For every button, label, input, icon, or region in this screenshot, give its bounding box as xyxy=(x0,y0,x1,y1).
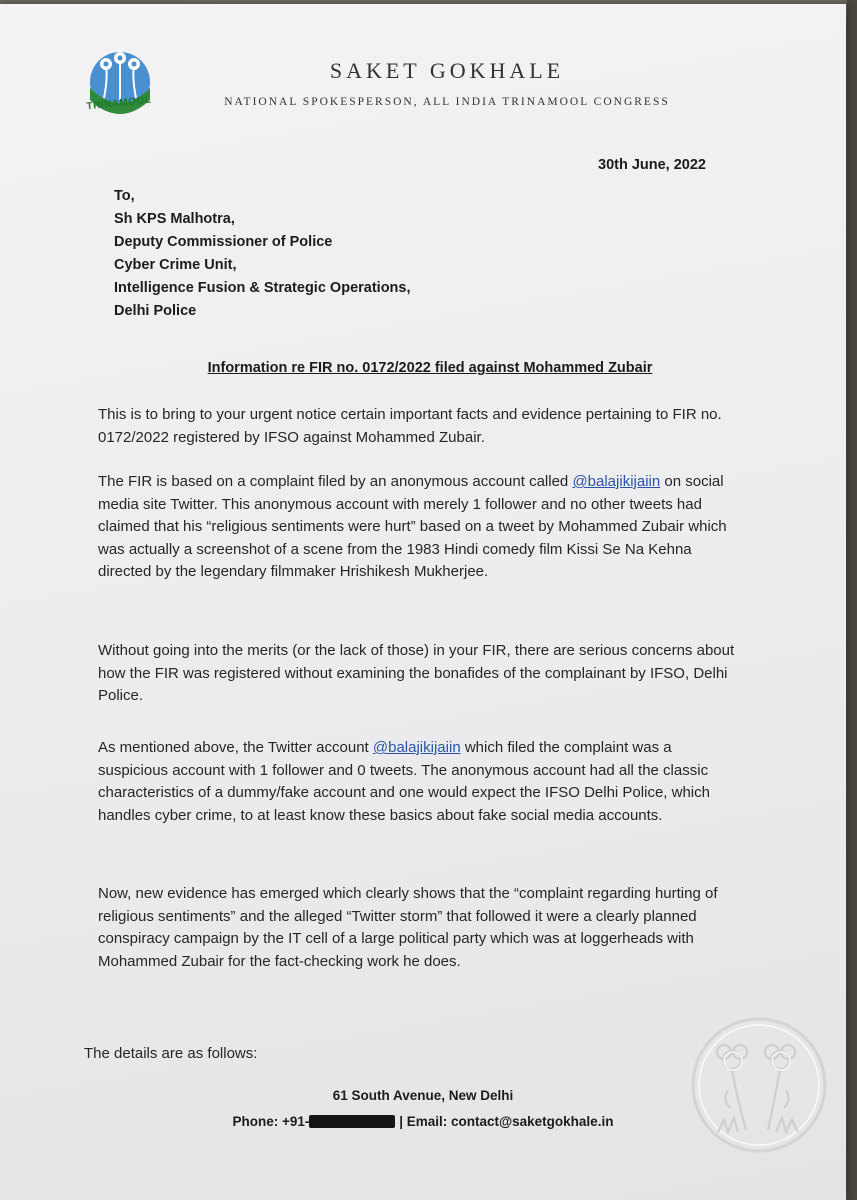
recipient-unit: Cyber Crime Unit, xyxy=(114,257,237,273)
letterhead-designation: NATIONAL SPOKESPERSON, ALL INDIA TRINAMOOL CONGRESS xyxy=(224,96,670,108)
paragraph-4-text-start: As mentioned above, the Twitter account xyxy=(98,739,373,756)
letter-date: 30th June, 2022 xyxy=(598,157,706,173)
recipient-org: Delhi Police xyxy=(114,303,197,319)
recipient-salutation: To, xyxy=(114,188,135,204)
footer-address: 61 South Avenue, New Delhi xyxy=(332,1088,514,1103)
paragraph-2-text-start: The FIR is based on a complaint filed by an anonymous account called xyxy=(98,473,573,490)
recipient-name: Sh KPS Malhotra, xyxy=(114,211,235,227)
body-paragraph-3: Without going into the merits (or the lack of those) in your FIR, there are serious concerns about how the FIR was registered without examining the bonafides of the complainant by IFSO, Delhi Police. xyxy=(98,642,735,704)
paragraph-4-text-end: which filed the complaint was a suspicious account with 1 follower and 0 tweets. The anonymous account had all the classic characteristics of a dummy/fake account and one would expect the IFSO Delhi Police, which handles cyber crime, to at least know these basics about fake social media accounts. xyxy=(98,739,710,824)
letter-subject: Information re FIR no. 0172/2022 filed against Mohammed Zubair xyxy=(207,360,653,376)
redaction-bar xyxy=(309,1115,395,1128)
recipient-title: Deputy Commissioner of Police xyxy=(114,234,333,250)
body-paragraph-4 xyxy=(98,737,738,827)
background-right xyxy=(847,0,857,1200)
twitter-handle-link[interactable]: @balajikijaiin xyxy=(372,739,461,756)
footer-email: | Email: contact@saketgokhale.in xyxy=(395,1114,614,1129)
letter-paper xyxy=(0,4,846,1200)
body-paragraph-2 xyxy=(98,471,738,584)
body-paragraph-6: The details are as follows: xyxy=(84,1045,258,1062)
footer-phone-label: Phone: +91- xyxy=(232,1114,310,1129)
body-paragraph-5: Now, new evidence has emerged which clearly shows that the “complaint regarding hurting of religious sentiments” and the alleged “Twitter storm” that followed it were a clearly planned conspiracy campaign by the IT cell of a large political party which was at loggerheads with Mohammed Zubair for the fact-checking work he does. xyxy=(98,885,718,970)
body-paragraph-1: This is to bring to your urgent notice certain important facts and evidence pertaining to FIR no. 0172/2022 registered by IFSO against Mohammed Zubair. xyxy=(98,406,722,446)
recipient-division: Intelligence Fusion & Strategic Operations, xyxy=(114,280,411,296)
embossed-flower-seal-icon xyxy=(688,1012,830,1158)
paragraph-2-text-end: on social media site Twitter. This anonymous account with merely 1 follower and no other tweets had claimed that his “religious sentiments were hurt” based on a tweet by Mohammed Zubair which was actually a screenshot of a scene from the 1983 Hindi comedy film Kissi Se Na Kehna directed by the legendary filmmaker Hrishikesh Mukherjee. xyxy=(98,473,727,580)
logo-caption: TRINAMOOL xyxy=(86,94,152,113)
letterhead-name: SAKET GOKHALE xyxy=(329,58,565,83)
twitter-handle-link[interactable]: @balajikijaiin xyxy=(572,473,661,490)
